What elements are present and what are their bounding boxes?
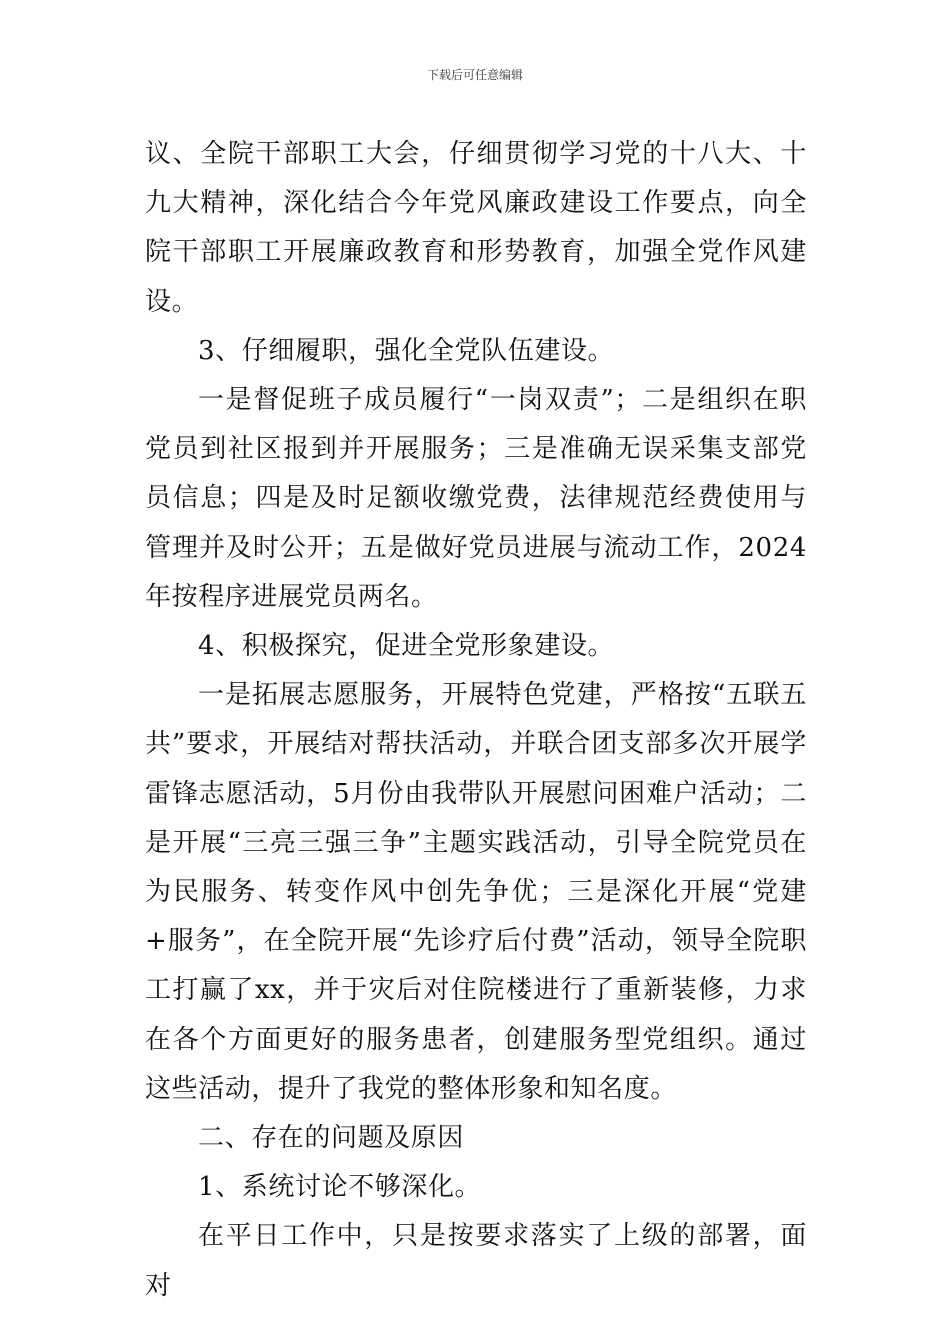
paragraph: 4、积极探究，促进全党形象建设。 — [198, 631, 615, 662]
section-heading: 二、存在的问题及原因 — [198, 1123, 465, 1154]
subsection-heading: 1、系统讨论不够深化。 — [198, 1172, 482, 1203]
paragraph: 在平日工作中，只是按要求落实了上级的部署，面对 — [145, 1221, 807, 1301]
paragraph: 一是督促班子成员履行“一岗双责”；二是组织在职党员到社区报到并开展服务；三是准确无误采集支部党员信息；四是及时足额收缴党费，法律规范经费使用与管理并及时公开；五是做好党员进展与流动工作，2024年按程序进展党员两名。 — [145, 385, 807, 612]
paragraph: 一是拓展志愿服务，开展特色党建，严格按“五联五共”要求，开展结对帮扶活动，并联合团支部多次开展学雷锋志愿活动，5月份由我带队开展慰问困难户活动；二是开展“三亮三强三争”主题实践活动，引导全院党员在为民服务、转变作风中创先争优；三是深化开展“党建+服务”，在全院开展“先诊疗后付费”活动，领导全院职工打赢了xx，并于灾后对住院楼进行了重新装修，力求在各个方面更好的服务患者，创建服务型党组织。通过这些活动，提升了我党的整体形象和知名度。 — [145, 680, 807, 1104]
page-header: 下载后可任意编辑 — [426, 68, 523, 82]
paragraph: 议、全院干部职工大会，仔细贯彻学习党的十八大、十九大精神，深化结合今年党风廉政建设工作要点，向全院干部职工开展廉政教育和形势教育，加强全党作风建设。 — [145, 139, 807, 317]
document-body — [145, 130, 807, 1311]
paragraph: 3、仔细履职，强化全党队伍建设。 — [198, 335, 615, 366]
